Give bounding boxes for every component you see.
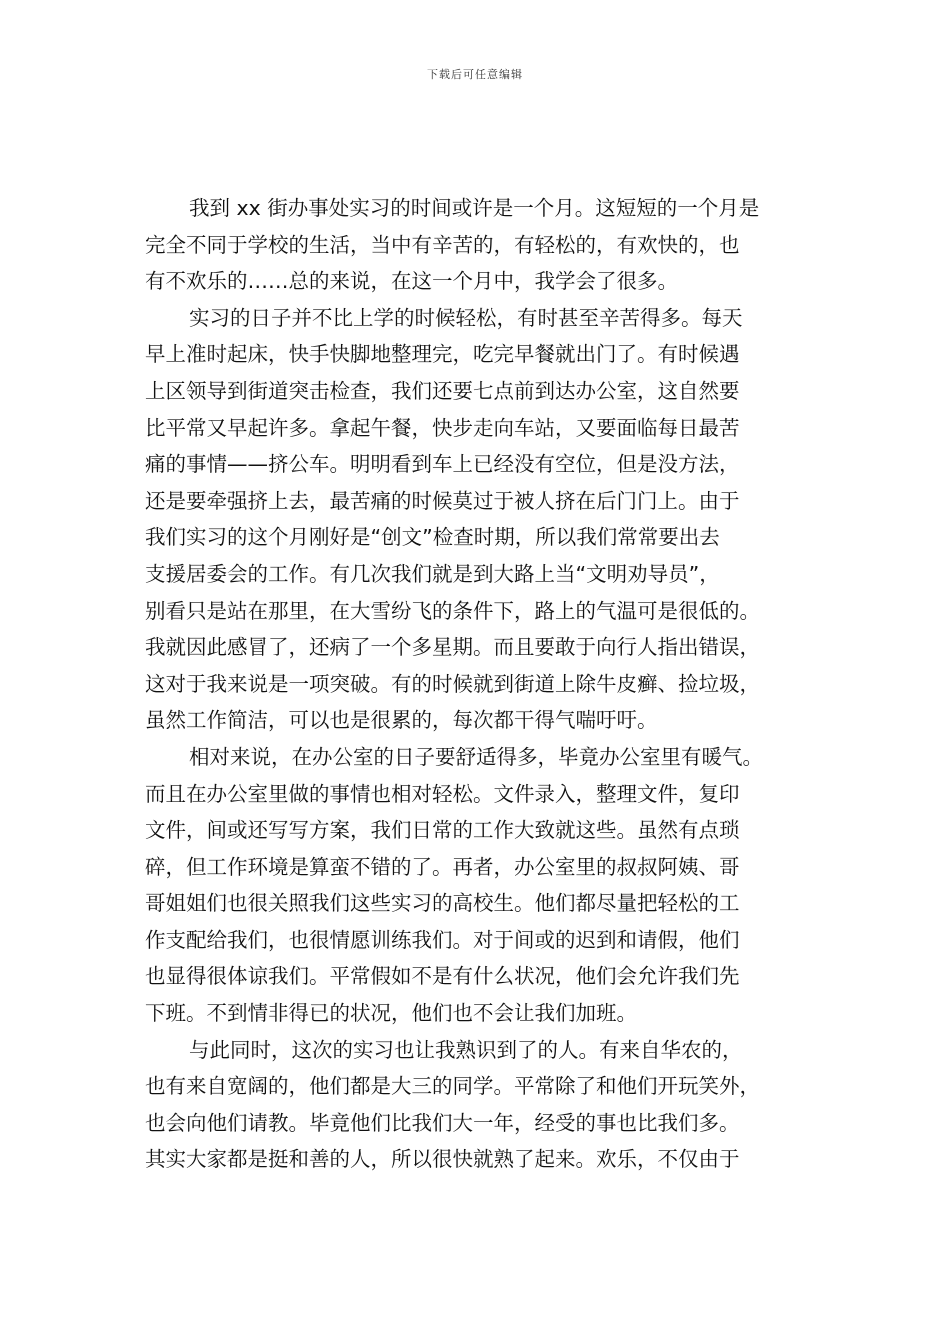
text-line: 文件，间或还写写方案，我们日常的工作大致就这些。虽然有点琐 <box>145 818 740 843</box>
text-line: 支援居委会的工作。有几次我们就是到大路上当“文明劝导员”， <box>145 561 720 586</box>
text-line: 我就因此感冒了，还病了一个多星期。而且要敢于向行人指出错误， <box>145 635 760 660</box>
text-line: 而且在办公室里做的事情也相对轻松。文件录入，整理文件，复印 <box>145 781 740 806</box>
text-line: 别看只是站在那里，在大雪纷飞的条件下，路上的气温可是很低的。 <box>145 598 760 623</box>
paragraph <box>145 300 821 739</box>
text-line: 哥姐姐们也很关照我们这些实习的高校生。他们都尽量把轻松的工 <box>145 891 740 916</box>
document-body <box>145 190 821 1178</box>
text-line: 也有来自宽阔的，他们都是大三的同学。平常除了和他们开玩笑外， <box>145 1074 760 1099</box>
text-line: 比平常又早起许多。拿起午餐，快步走向车站，又要面临每日最苦 <box>145 415 740 440</box>
text-line: 早上准时起床，快手快脚地整理完，吃完早餐就出门了。有时候遇 <box>145 342 740 367</box>
text-line: 这对于我来说是一项突破。有的时候就到街道上除牛皮癣、捡垃圾， <box>145 671 760 696</box>
text-line: 痛的事情——挤公车。明明看到车上已经没有空位，但是没方法， <box>145 452 740 477</box>
text-line: 与此同时，这次的实习也让我熟识到了的人。有来自华农的， <box>189 1037 743 1062</box>
text-line: 完全不同于学校的生活，当中有辛苦的，有轻松的，有欢快的，也 <box>145 232 740 257</box>
text-line: 实习的日子并不比上学的时候轻松，有时甚至辛苦得多。每天 <box>189 305 743 330</box>
text-line: 也会向他们请教。毕竟他们比我们大一年，经受的事也比我们多。 <box>145 1110 740 1135</box>
text-line: 我们实习的这个月刚好是“创文”检查时期，所以我们常常要出去 <box>145 525 720 550</box>
text-line: 我到 xx 街办事处实习的时间或许是一个月。这短短的一个月是 <box>189 196 760 220</box>
paragraph <box>145 190 821 300</box>
paragraph <box>145 1032 821 1178</box>
paragraph <box>145 739 821 1032</box>
text-line: 虽然工作简洁，可以也是很累的，每次都干得气喘吁吁。 <box>145 708 658 733</box>
header-note: 下载后可任意编辑 <box>427 68 523 81</box>
text-line: 其实大家都是挺和善的人，所以很快就熟了起来。欢乐，不仅由于 <box>145 1147 740 1172</box>
text-line: 作支配给我们，也很情愿训练我们。对于间或的迟到和请假，他们 <box>145 927 740 952</box>
text-line: 下班。不到情非得已的状况，他们也不会让我们加班。 <box>145 1001 637 1026</box>
text-line: 碎，但工作环境是算蛮不错的了。再者，办公室里的叔叔阿姨、哥 <box>145 854 740 879</box>
text-line: 也显得很体谅我们。平常假如不是有什么状况，他们会允许我们先 <box>145 964 740 989</box>
text-line: 有不欢乐的……总的来说，在这一个月中，我学会了很多。 <box>145 269 678 294</box>
text-line: 上区领导到街道突击检查，我们还要七点前到达办公室，这自然要 <box>145 378 740 403</box>
text-line: 相对来说，在办公室的日子要舒适得多，毕竟办公室里有暖气。 <box>189 744 763 769</box>
text-line: 还是要牵强挤上去，最苦痛的时候莫过于被人挤在后门门上。由于 <box>145 488 740 513</box>
